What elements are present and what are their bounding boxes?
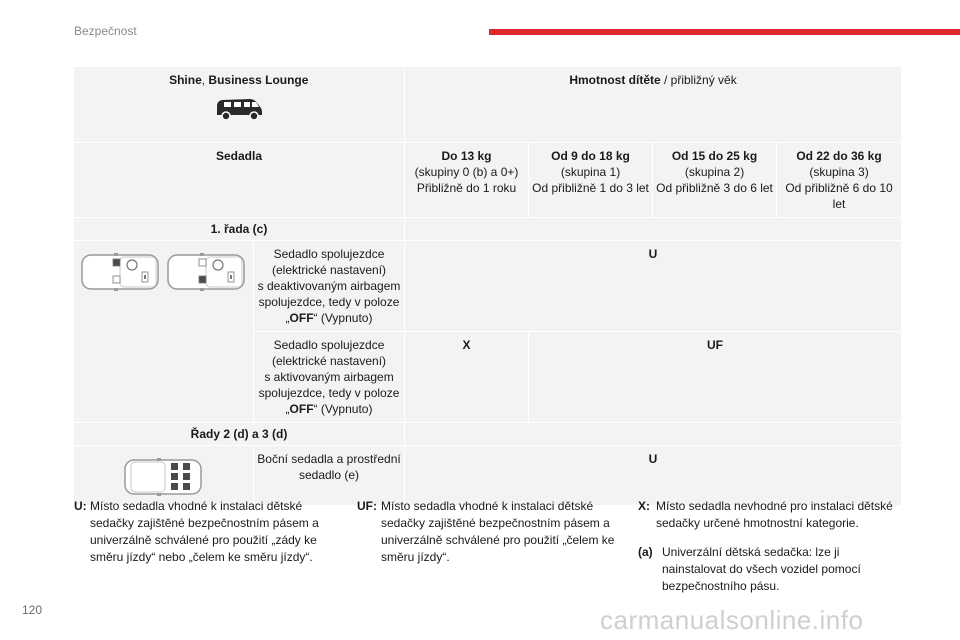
row1-label: 1. řada (c) [74, 218, 405, 241]
legend-item-u: U: Místo sedadla vhodné k instalaci dětské sedačky zajištěné bezpečnostním pásem a univerzálně schválené pro použití „zády ke směru jízdy“ nebo „čelem ke směru jízdy“. [74, 499, 319, 564]
car-top-view-icon [123, 454, 205, 500]
seat-suitability-value: U [405, 241, 902, 332]
car-top-view-icon [80, 249, 162, 295]
watermark: carmanualsonline.info [600, 605, 864, 635]
row23-label-row [74, 423, 902, 446]
rear-seat-diagram [74, 446, 254, 506]
row23-label: Řady 2 (d) a 3 (d) [74, 423, 405, 446]
header-accent-bar [489, 29, 960, 35]
seat-row-airbag-off [74, 241, 902, 332]
weight-group-cell: Do 13 kg (skupiny 0 (b) a 0+) Přibližně do 1 roku [405, 143, 529, 218]
child-seat-table [73, 66, 902, 506]
weight-group-cell: Od 15 do 25 kg (skupina 2) Od přibližně 3 do 6 let [653, 143, 777, 218]
legend-column [357, 498, 619, 574]
front-seat-diagrams [74, 241, 254, 423]
seat-suitability-value: U [405, 446, 902, 506]
legend-column [638, 498, 900, 603]
seat-description-cell: Boční sedadla a prostřední sedadlo (e) [254, 446, 405, 506]
weight-group-row [74, 143, 902, 218]
legend-item-a: (a) Univerzální dětská sedačka: lze ji nainstalovat do všech vozidel pomocí bezpečnostního pásu. [638, 545, 861, 593]
seat-description-cell: Sedadlo spolujezdce (elektrické nastavení) s aktivovaným airbagem spolujezdce, tedy v poloze „OFF“ (Vypnuto) [254, 332, 405, 423]
weight-header-cell: Hmotnost dítěte / přibližný věk [405, 67, 902, 143]
legend-column [74, 498, 336, 574]
van-icon [214, 96, 264, 122]
seat-suitability-value: X [405, 332, 529, 423]
weight-group-cell: Od 9 do 18 kg (skupina 1) Od přibližně 1 do 3 let [529, 143, 653, 218]
seat-row-rear [74, 446, 902, 506]
section-title: Bezpečnost [74, 24, 137, 38]
trim-header-cell: Shine, Business Lounge [74, 67, 405, 143]
car-top-view-icon [166, 249, 248, 295]
seat-description-cell: Sedadlo spolujezdce (elektrické nastavení) s deaktivovaným airbagem spolujezdce, tedy v poloze „OFF“ (Vypnuto) [254, 241, 405, 332]
table-header-row [74, 67, 902, 143]
legend-item-uf: UF: Místo sedadla vhodné k instalaci dětské sedačky zajištěné bezpečnostním pásem a univerzálně schválené pro použití „čelem ke směru jízdy“. [357, 499, 615, 564]
seats-label-cell: Sedadla [74, 143, 405, 218]
seat-suitability-value: UF [529, 332, 902, 423]
weight-group-cell: Od 22 do 36 kg (skupina 3) Od přibližně 6 do 10 let [777, 143, 902, 218]
row1-label-row [74, 218, 902, 241]
page-number: 120 [22, 603, 43, 617]
legend-item-x: X: Místo sedadla nevhodné pro instalaci dětské sedačky určené hmotnostní kategorie. [638, 499, 893, 530]
